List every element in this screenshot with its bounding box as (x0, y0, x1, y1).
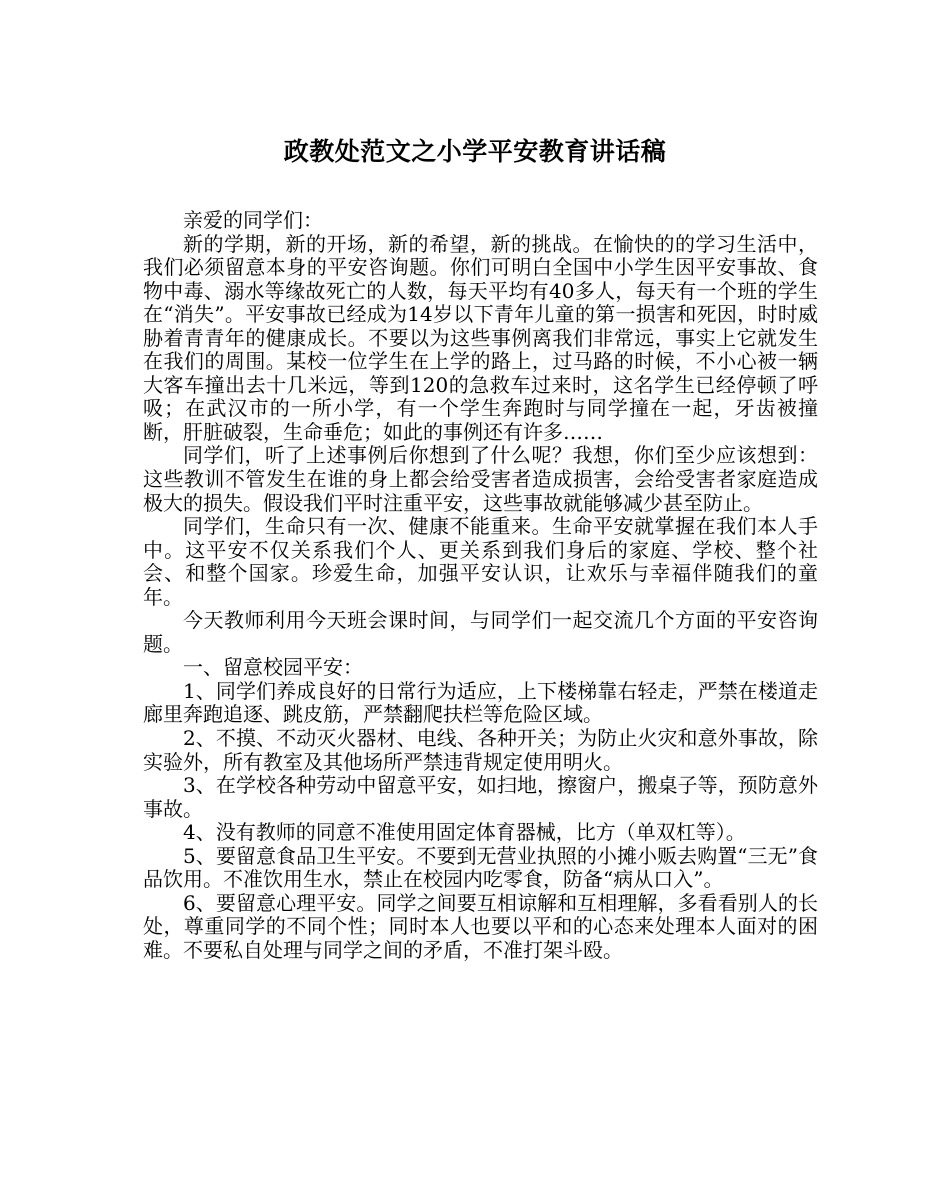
paragraph: 同学们，生命只有一次、健康不能重来。生命平安就掌握在我们本人手中。这平安不仅关系我们个人、更关系到我们身后的家庭、学校、整个社会、和整个国家。珍爱生命，加强平安认识，让欢乐与幸福伴随我们的童年。 (143, 514, 818, 609)
paragraph: 同学们，听了上述事例后你想到了什么呢？我想，你们至少应该想到：这些教训不管发生在谁的身上都会给受害者造成损害，会给受害者家庭造成极大的损失。假设我们平时注重平安，这些事故就能够减少甚至防止。 (143, 443, 818, 515)
list-item: 6、要留意心理平安。同学之间要互相谅解和互相理解，多看看别人的长处，尊重同学的不同个性；同时本人也要以平和的心态来处理本人面对的困难。不要私自处理与同学之间的矛盾，不准打架斗殴。 (143, 890, 818, 962)
list-item: 4、没有教师的同意不准使用固定体育器械，比方（单双杠等）。 (183, 820, 746, 845)
list-item: 2、不摸、不动灭火器材、电线、各种开关；为防止火灾和意外事故，除实验外，所有教室及其他场所严禁违背规定使用明火。 (143, 726, 818, 774)
paragraph: 新的学期，新的开场，新的希望，新的挑战。在愉快的的学习生活中，我们必须留意本身的平安咨询题。你们可明白全国中小学生因平安事故、食物中毒、溺水等缘故死亡的人数，每天平均有40多人，每天有一个班的学生在“消失”。平安事故已经成为14岁以下青年儿童的第一损害和死因，时时威胁着青青年的健康成长。不要以为这些事例离我们非常远，事实上它就发生在我们的周围。某校一位学生在上学的路上，过马路的时候，不小心被一辆大客车撞出去十几米远，等到120的急救车过来时，这名学生已经停顿了呼吸；在武汉市的一所小学，有一个学生奔跑时与同学撞在一起，牙齿被撞断，肝脏破裂，生命垂危；如此的事例还有许多…… (143, 231, 818, 444)
document-body (143, 209, 818, 963)
section-heading: 一、留意校园平安： (183, 655, 363, 680)
document-title: 政教处范文之小学平安教育讲话稿 (283, 137, 667, 166)
paragraph: 今天教师利用今天班会课时间，与同学们一起交流几个方面的平安咨询题。 (143, 608, 818, 656)
list-item: 1、同学们养成良好的日常行为适应，上下楼梯靠右轻走，严禁在楼道走廊里奔跑追逐、跳皮筋，严禁翻爬扶栏等危险区域。 (143, 678, 818, 727)
list-item: 3、在学校各种劳动中留意平安，如扫地，擦窗户，搬桌子等，预防意外事故。 (143, 773, 818, 821)
paragraph-greeting: 亲爱的同学们： (183, 208, 323, 232)
list-item: 5、要留意食品卫生平安。不要到无营业执照的小摊小贩去购置“三无”食品饮用。不准饮用生水，禁止在校园内吃零食，防备“病从口入”。 (143, 843, 818, 892)
